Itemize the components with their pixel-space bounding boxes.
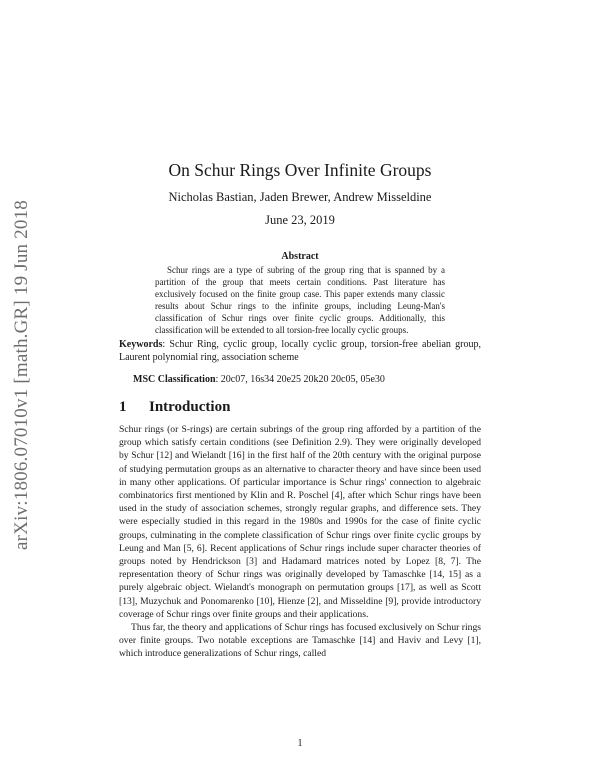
section-body (119, 423, 481, 661)
keywords-text: : Schur Ring, cyclic group, locally cyclic group, torsion-free abelian group, Laurent polynomial ring, association scheme (119, 339, 481, 364)
msc-text: : 20c07, 16s34 20e25 20k20 20c05, 05e30 (215, 374, 385, 385)
msc-label: MSC Classification (133, 374, 216, 385)
arxiv-identifier: arXiv:1806.07010v1 [math.GR] 19 Jun 2018 (11, 200, 32, 550)
page-number: 1 (297, 738, 303, 749)
abstract-heading: Abstract (281, 251, 319, 262)
section-title: Introduction (149, 399, 231, 415)
paper-title: On Schur Rings Over Infinite Groups (168, 160, 432, 180)
section-heading (119, 399, 230, 416)
keywords-label: Keywords (119, 339, 163, 350)
section-number: 1 (119, 399, 127, 415)
paragraph: Schur rings (or S-rings) are certain subrings of the group ring afforded by a partition of the group which satisfy certain conditions (see Definition 2.9). They were originally developed by Schur [12] and Wielandt [16] in the first half of the 20th century with the original purpose of studying permutation groups as an alternative to character theory and have since been used in many other applications. Of particular importance is Schur rings' connection to algebraic combinatorics first mentioned by Klin and R. Poschel [4], after which Schur rings have been used in the study of association schemes, strongly regular graphs, and difference sets. They were especially studied in this regard in the 1980s and 1990s for the case of finite cyclic groups, culminating in the complete classification of Schur rings over finite cyclic groups by Leung and Man [5, 6]. Recent applications of Schur rings include super character theories of groups noted by Hendrickson [3] and Hadamard matrices noted by Lopez [8, 7]. The representation theory of Schur rings was originally developed by Tamaschke [14, 15] as a purely algebraic object. Wielandt's monograph on permutation groups [17], as well as Scott [13], Muzychuk and Ponomarenko [10], Hienze [2], and Misseldine [9], provide introductory coverage of Schur rings over finite groups and their applications. (119, 424, 481, 620)
arxiv-identifier-stamp (4, 175, 40, 575)
abstract-text: Schur rings are a type of subring of the group ring that is spanned by a partition of the group that meets certain conditions. Past literature has exclusively focused on the finite group case. This paper extends many classic results about Schur rings to the infinite groups, including Leung-Man's classification of Schur rings over finite cyclic groups. Additionally, this classification will be extended to all torsion-free locally cyclic groups. (155, 265, 445, 335)
keywords (119, 338, 481, 364)
paper-date: June 23, 2019 (265, 213, 335, 227)
msc-classification (133, 374, 493, 385)
paragraph: Thus far, the theory and applications of Schur rings has focused exclusively on Schur rings over finite groups. Two notable exceptions are Tamaschke [14] and Haviv and Levy [1], which introduce generalizations of Schur rings, called (119, 622, 481, 660)
paper-authors: Nicholas Bastian, Jaden Brewer, Andrew Misseldine (168, 190, 432, 204)
